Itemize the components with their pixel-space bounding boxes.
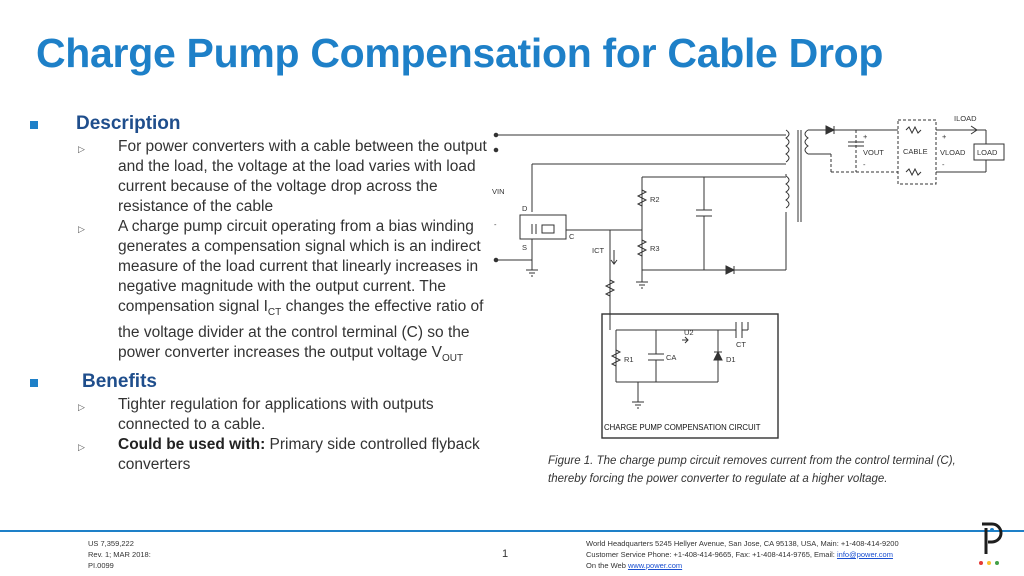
benefits-section-header <box>28 371 488 395</box>
s-label: S <box>522 243 528 252</box>
r2-label: R2 <box>650 195 660 204</box>
charge-pump-circuit-diagram <box>486 112 1018 442</box>
ct-label: CT <box>736 340 746 349</box>
square-bullet-icon <box>30 121 38 129</box>
load-label: LOAD <box>977 148 998 157</box>
u2-label: U2 <box>684 328 694 337</box>
svg-text:+: + <box>942 132 947 141</box>
benefits-item-1-text: Tighter regulation for applications with outputs connected to a cable. <box>118 396 434 434</box>
arrow-bullet-icon: ▷ <box>78 402 85 413</box>
description-item-2-text-cont: changes the effective ratio of the voltage divider at the control terminal (C) so the power converter increases the output voltage V <box>118 298 484 362</box>
revision-date: Rev. 1; MAR 2018: <box>88 550 151 559</box>
ca-label: CA <box>666 353 677 362</box>
ict-subscript: CT <box>267 307 282 319</box>
arrow-bullet-icon: ▷ <box>78 224 85 234</box>
customer-service-line: Customer Service Phone: +1-408-414-9665, Fax: +1-408-414-9765, Email: info@power.com <box>586 550 893 559</box>
description-item-1 <box>28 137 488 217</box>
vout-label: VOUT <box>863 148 884 157</box>
arrow-bullet-icon: ▷ <box>78 442 85 453</box>
iload-label: ILOAD <box>954 114 977 123</box>
description-heading: Description <box>76 113 181 134</box>
web-line: On the Web www.power.com <box>586 561 683 570</box>
headquarters-line: World Headquarters 5245 Hellyer Avenue, San Jose, CA 95138, USA, Main: +1-408-414-9200 <box>586 539 899 548</box>
vin-label: VIN <box>492 187 505 196</box>
document-id: PI.0099 <box>88 561 114 570</box>
ict-label: ICT <box>592 246 605 255</box>
square-bullet-icon <box>30 379 38 387</box>
benefits-item-1 <box>28 395 488 435</box>
svg-text:-: - <box>494 220 497 229</box>
d1-label: D1 <box>726 355 736 364</box>
website-link[interactable]: www.power.com <box>627 561 683 570</box>
benefits-heading: Benefits <box>82 371 157 393</box>
compensation-box-title: CHARGE PUMP COMPENSATION CIRCUIT <box>604 423 761 432</box>
footer-contact <box>586 538 899 571</box>
cable-label: CABLE <box>903 147 928 156</box>
content-column <box>28 113 488 475</box>
description-item-1-text: For power converters with a cable between the output and the load, the voltage at the load varies with load current because of the voltage drop across the resistance of the cable <box>118 138 487 215</box>
benefits-item-2 <box>28 435 488 475</box>
figure-caption: Figure 1. The charge pump circuit removes current from the control terminal (C), thereby forcing the power converter to regulate at a higher voltage. <box>548 455 956 485</box>
description-item-2-text: A charge pump circuit operating from a bias winding generates a compensation signal which is an indirect measure of the load current that linearly increases in negative magnitude with the output current. The compensation signal I <box>118 218 481 315</box>
footer-divider <box>0 530 1024 532</box>
svg-text:-: - <box>863 160 866 169</box>
page-number: 1 <box>502 548 509 560</box>
svg-text:+: + <box>863 132 868 141</box>
svg-text:-: - <box>942 160 945 169</box>
slide-title: Charge Pump Compensation for Cable Drop <box>36 30 884 76</box>
vload-label: VLOAD <box>940 148 966 157</box>
description-section-header <box>28 113 488 137</box>
footer-left <box>88 538 151 571</box>
r3-label: R3 <box>650 244 660 253</box>
c-label: C <box>569 232 575 241</box>
email-link[interactable]: info@power.com <box>836 550 893 559</box>
vout-subscript: OUT <box>441 353 464 365</box>
patent-number: US 7,359,222 <box>88 539 134 548</box>
r1-label: R1 <box>624 355 634 364</box>
company-logo <box>972 518 1006 570</box>
benefits-item-2-bold: Could be used with: <box>118 436 266 454</box>
description-item-2 <box>28 217 488 369</box>
arrow-bullet-icon: ▷ <box>78 144 85 154</box>
d-label: D <box>522 204 528 213</box>
benefits-item-2-text: Primary side controlled flyback converters <box>118 436 480 474</box>
